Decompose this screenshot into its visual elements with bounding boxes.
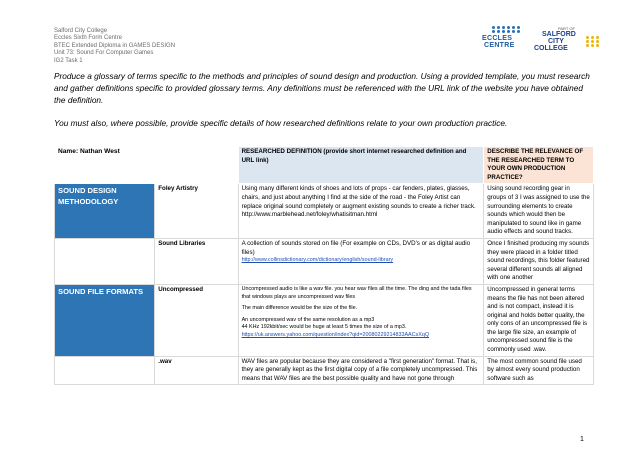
header-line: IG2 Task 1 — [54, 57, 83, 64]
section-label: SOUND FILE FORMATS — [55, 284, 155, 356]
salford-logo-line1: SALFORD — [542, 31, 576, 38]
document-header — [54, 28, 175, 65]
table-row — [55, 238, 594, 284]
definition-text: A collection of sounds stored on file (For example on CDs, DVD's or as digital audio files) — [241, 239, 471, 256]
definition-text: An uncompressed wav of the same resolution as a mp3 — [241, 316, 375, 323]
definition-text: 44 KHz 192kbit/sec would be huge at least 5 times the size of a mp3. — [241, 324, 407, 331]
table-header-row — [55, 147, 594, 184]
definition-url: http://www.marblehead.net/foley/whatisitman.html — [241, 211, 378, 219]
definition-link[interactable]: https://uk.answers.yahoo.com/question/index?qid=20080229214833AACsXqQ — [241, 331, 430, 338]
glossary-table — [54, 146, 594, 385]
salford-logo-part-of: PART OF — [558, 26, 575, 31]
section-label — [55, 356, 155, 385]
definition-text: Uncompressed audio is like a wav file. you hear wav files all the time. The ding and the tada files that windows plays are uncompressed wav files — [241, 285, 472, 300]
col-header-research: RESEARCHED DEFINITION (provide short internet researched definition and URL link) — [238, 147, 484, 184]
definition-text: WAV files are popular because they are considered a "first generation" format. That is, they are generally kept as the first digital copy of a file completely uncompressed. This means that WAV files are the best possible quality and have not gone through — [241, 357, 478, 382]
dots-icon — [492, 26, 522, 33]
researched-definition — [238, 356, 484, 385]
eccles-logo-line1: ECCLES — [482, 35, 513, 42]
eccles-logo — [482, 26, 522, 54]
student-name: Name: Nathan West — [55, 147, 239, 184]
definition-link[interactable]: http://www.collinsdictionary.com/dictionary/english/sound-library — [241, 257, 394, 264]
header-line: Salford City College — [54, 28, 108, 34]
section-label: SOUND DESIGN METHODOLOGY — [55, 184, 155, 239]
header-line: Unit 73: Sound For Computer Games — [54, 50, 154, 57]
header-line: BTEC Extended Diploma in GAMES DESIGN — [54, 42, 176, 49]
col-header-relevance: DESCRIBE THE RELEVANCE OF THE RESEARCHED TERM TO YOUR OWN PRODUCTION PRACTICE? — [484, 147, 594, 184]
eccles-logo-line2: CENTRE — [484, 42, 515, 49]
researched-definition — [238, 284, 484, 356]
page-number: 1 — [580, 436, 584, 443]
researched-definition — [238, 238, 484, 284]
table-row — [55, 284, 594, 356]
researched-definition — [238, 184, 484, 239]
table-row — [55, 184, 594, 239]
relevance-text: Using sound recording gear in groups of 3 I was assigned to use the surrounding elements to create sounds which would then be manipulated to sound like in game audio effects and sound tracks. — [484, 184, 594, 239]
section-label — [55, 238, 155, 284]
relevance-text: Once I finished producing my sounds they were placed in a folder titled sound recordings, this folder featured several different sounds all aligned with one another — [484, 238, 594, 284]
task-instructions — [54, 70, 594, 140]
salford-logo-line3: COLLEGE — [534, 45, 568, 52]
instruction-paragraph: Produce a glossary of terms specific to the methods and principles of sound design and production. Using a provided template, you must research and gather definitions specific to provided glossary terms. Any definitions must be referenced with the URL link of the website you have obtained the definition. — [54, 71, 590, 105]
instruction-paragraph: You must also, where possible, provide specific details of how researched definitions relate to your own production practice. — [54, 118, 508, 128]
glossary-term: Foley Artistry — [155, 184, 238, 239]
table-row — [55, 356, 594, 385]
salford-logo — [530, 26, 600, 56]
definition-text: The main difference would be the size of the file. — [241, 305, 358, 312]
definition-text: Using many different kinds of shoes and lots of props - car fenders, plates, glasses, chairs, and just about anything I find at the side of the road - the Foley Artist can replace original sound completely or augment existing sounds to create a richer track. — [241, 185, 476, 210]
relevance-text: Uncompressed in general terms means the file has not been altered and is not compact, instead it is original and holds better quality, the only cons of an uncompressed file is the large file size, an example of uncompressed sound file is the commonly used .wav. — [484, 284, 594, 356]
relevance-text: The most common sound file used by almost every sound production software such as — [484, 356, 594, 385]
dots-icon — [586, 36, 600, 47]
glossary-term: Uncompressed — [155, 284, 238, 356]
glossary-term: .wav — [155, 356, 238, 385]
salford-logo-line2: CITY — [548, 38, 564, 45]
glossary-term: Sound Libraries — [155, 238, 238, 284]
header-line: Eccles Sixth Form Centre — [54, 35, 123, 42]
